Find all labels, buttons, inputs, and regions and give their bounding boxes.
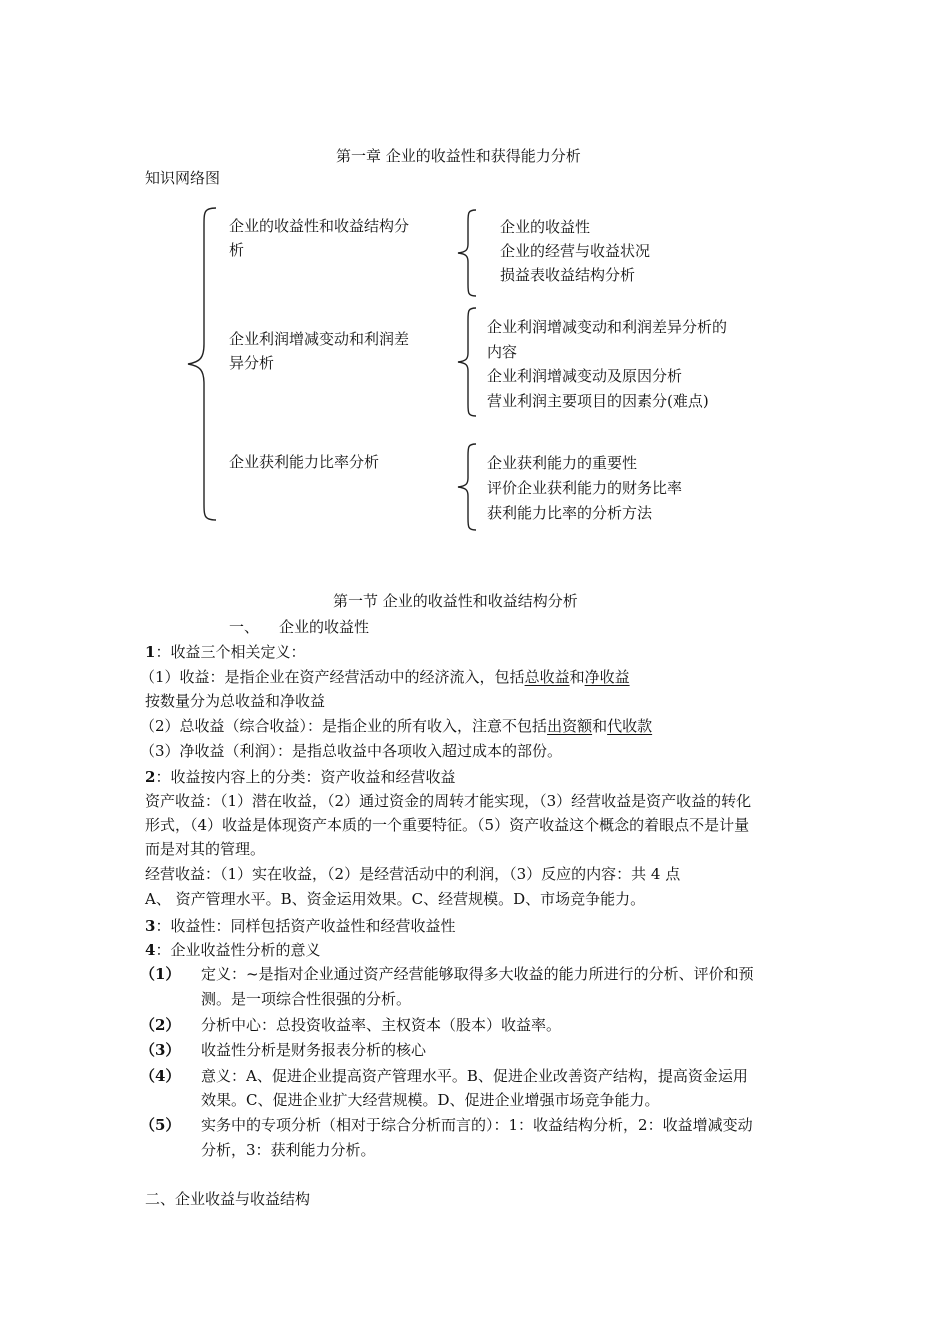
definition-3: （3）净收益（利润）：是指总收益中各项收入超过成本的部份。	[140, 742, 563, 760]
asset-income-line: 形式，（4）收益是体现资产本质的一个重要特征。（5）资产收益这个概念的着眼点不是计量	[145, 816, 750, 834]
group-1-title-line-2: 析	[229, 241, 245, 259]
list-item-line: 分析中心：总投资收益率、主权资本（股本）收益率。	[201, 1016, 562, 1034]
list-item-line: 效果。C、促进企业扩大经营规模。D、促进企业增强市场竞争能力。	[201, 1091, 660, 1109]
list-item-number: （1）	[140, 965, 181, 983]
section-title: 第一节 企业的收益性和收益结构分析	[333, 592, 578, 610]
group-2-item: 企业利润增减变动及原因分析	[487, 367, 683, 385]
group-3-item: 企业获利能力的重要性	[487, 454, 638, 472]
list-item-number: （2）	[140, 1016, 181, 1034]
list-item-number: （4）	[140, 1067, 181, 1085]
group-3-title-line-1: 企业获利能力比率分析	[229, 453, 380, 471]
point-3: 3：收益性：同样包括资产收益性和经营收益性	[145, 917, 456, 935]
subsection-2-title: 二、企业收益与收益结构	[145, 1190, 311, 1208]
list-item-line: 实务中的专项分析（相对于综合分析而言的）：1：收益结构分析，2：收益增减变动	[201, 1116, 753, 1134]
knowledge-map-label: 知识网络图	[145, 169, 221, 187]
list-item-line: 意义：A、促进企业提高资产管理水平。B、促进企业改善资产结构，提高资金运用	[201, 1067, 748, 1085]
list-item-number: （3）	[140, 1041, 181, 1059]
group-3-brace	[456, 442, 478, 532]
main-brace	[186, 206, 218, 522]
group-1-item: 企业的经营与收益状况	[500, 242, 651, 260]
asset-income-line: 资产收益：（1）潜在收益，（2）通过资金的周转才能实现，（3）经营收益是资产收益的转化	[145, 792, 752, 810]
list-item-line: 定义：~是指对企业通过资产经营能够取得多大收益的能力所进行的分析、评价和预	[201, 965, 754, 983]
point-1: 1：收益三个相关定义：	[145, 643, 306, 661]
list-item-line: 测。是一项综合性很强的分析。	[201, 990, 412, 1008]
chapter-title: 第一章 企业的收益性和获得能力分析	[336, 147, 581, 165]
subsection-1-title: 企业的收益性	[279, 618, 370, 636]
group-2-brace	[456, 306, 478, 418]
definition-1-line-2: 按数量分为总收益和净收益	[145, 692, 326, 710]
operating-income-line: 经营收益：（1）实在收益，（2）是经营活动中的利润，（3）反应的内容：共 4 点	[145, 865, 681, 883]
group-1-title-line-1: 企业的收益性和收益结构分	[229, 217, 410, 235]
group-2-item: 营业利润主要项目的因素分(难点)	[487, 392, 709, 410]
group-2-item: 内容	[487, 343, 518, 361]
group-2-title-line-2: 异分析	[229, 354, 275, 372]
group-3-item: 评价企业获利能力的财务比率	[487, 479, 683, 497]
group-1-brace	[456, 208, 478, 298]
group-1-item: 损益表收益结构分析	[500, 266, 636, 284]
definition-1: （1）收益：是指企业在资产经营活动中的经济流入，包括总收益和净收益	[140, 668, 630, 686]
subsection-1-number: 一、	[229, 618, 260, 636]
list-item-line: 分析，3：获利能力分析。	[201, 1141, 376, 1159]
group-2-item: 企业利润增减变动和利润差异分析的	[487, 318, 728, 336]
list-item-line: 收益性分析是财务报表分析的核心	[201, 1041, 427, 1059]
asset-income-line: 而是对其的管理。	[145, 840, 266, 858]
definition-2: （2）总收益（综合收益）：是指企业的所有收入，注意不包括出资额和代收款	[140, 717, 653, 735]
point-4: 4：企业收益性分析的意义	[145, 941, 321, 959]
list-item-number: （5）	[140, 1116, 181, 1134]
group-1-item: 企业的收益性	[500, 218, 591, 236]
abcd-line: A、 资产管理水平。B、资金运用效果。C、经营规模。D、市场竞争能力。	[145, 890, 646, 908]
group-2-title-line-1: 企业利润增减变动和利润差	[229, 330, 410, 348]
point-2: 2：收益按内容上的分类：资产收益和经营收益	[145, 768, 456, 786]
group-3-item: 获利能力比率的分析方法	[487, 504, 653, 522]
